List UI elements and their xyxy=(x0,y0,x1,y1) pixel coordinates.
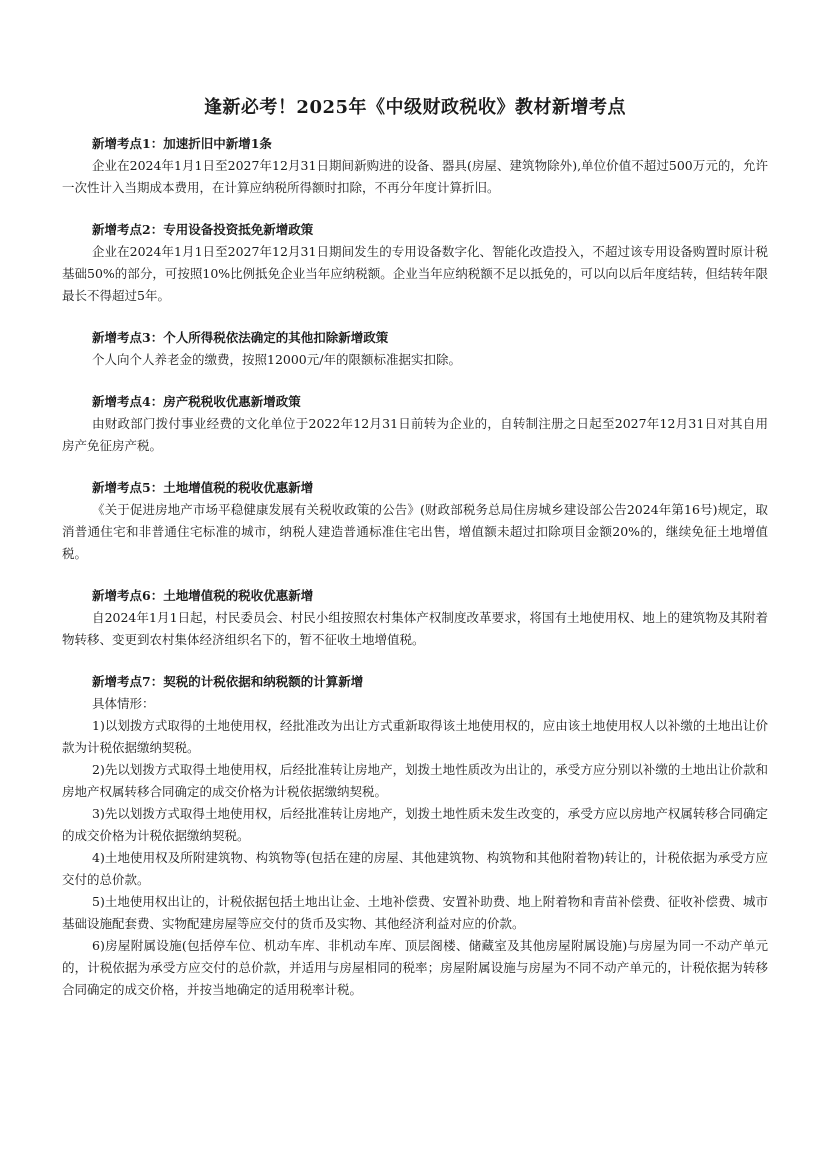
section-paragraph: 企业在2024年1月1日至2027年12月31日期间发生的专用设备数字化、智能化改造投入，不超过该专用设备购置时原计税基础50%的部分，可按照10%比例抵免企业当年应纳税额。企业当年应纳税额不足以抵免的，可以向以后年度结转，但结转年限最长不得超过5年。 xyxy=(62,244,768,303)
section-paragraph: 2)先以划拨方式取得土地使用权，后经批准转让房地产，划拨土地性质改为出让的，承受方应分别以补缴的土地出让价款和房地产权属转移合同确定的成交价格为计税依据缴纳契税。 xyxy=(62,762,768,799)
section-heading: 新增考点3：个人所得税依法确定的其他扣除新增政策 xyxy=(92,330,389,345)
section-paragraph: 4)土地使用权及所附建筑物、构筑物等(包括在建的房屋、其他建筑物、构筑物和其他附着物)转让的，计税依据为承受方应交付的总价款。 xyxy=(62,850,768,887)
section-paragraph: 具体情形： xyxy=(92,696,155,711)
section-paragraph: 自2024年1月1日起，村民委员会、村民小组按照农村集体产权制度改革要求，将国有土地使用权、地上的建筑物及其附着物转移、变更到农村集体经济组织名下的，暂不征收土地增值税。 xyxy=(62,610,768,647)
section-paragraph: 1)以划拨方式取得的土地使用权，经批准改为出让方式重新取得该土地使用权的，应由该土地使用权人以补缴的土地出让价款为计税依据缴纳契税。 xyxy=(62,718,768,755)
section-heading: 新增考点6：土地增值税的税收优惠新增 xyxy=(92,588,314,603)
section-5 xyxy=(62,477,768,565)
section-paragraph: 《关于促进房地产市场平稳健康发展有关税收政策的公告》(财政部税务总局住房城乡建设部公告2024年第16号)规定，取消普通住宅和非普通住宅标准的城市，纳税人建造普通标准住宅出售，增值额未超过扣除项目金额20%的，继续免征土地增值税。 xyxy=(62,502,768,561)
section-3 xyxy=(62,327,768,371)
section-paragraph: 企业在2024年1月1日至2027年12月31日期间新购进的设备、器具(房屋、建筑物除外),单位价值不超过500万元的，允许一次性计入当期成本费用，在计算应纳税所得额时扣除，不再分年度计算折旧。 xyxy=(62,158,768,195)
section-4 xyxy=(62,391,768,457)
section-paragraph: 3)先以划拨方式取得土地使用权，后经批准转让房地产，划拨土地性质未发生改变的，承受方应以房地产权属转移合同确定的成交价格为计税依据缴纳契税。 xyxy=(62,806,768,843)
section-paragraph: 5)土地使用权出让的，计税依据包括土地出让金、土地补偿费、安置补助费、地上附着物和青苗补偿费、征收补偿费、城市基础设施配套费、实物配建房屋等应交付的货币及实物、其他经济利益对应的价款。 xyxy=(62,894,768,931)
section-7 xyxy=(62,671,768,1001)
document-body xyxy=(62,133,768,1021)
section-heading: 新增考点2：专用设备投资抵免新增政策 xyxy=(92,222,314,237)
document-title: 逢新必考！2025年《中级财政税收》教材新增考点 xyxy=(203,97,627,118)
section-1 xyxy=(62,133,768,199)
section-heading: 新增考点4：房产税税收优惠新增政策 xyxy=(92,394,301,409)
section-2 xyxy=(62,219,768,307)
section-6 xyxy=(62,585,768,651)
section-heading: 新增考点7：契税的计税依据和纳税额的计算新增 xyxy=(92,674,364,689)
section-heading: 新增考点5：土地增值税的税收优惠新增 xyxy=(92,480,314,495)
section-paragraph: 6)房屋附属设施(包括停车位、机动车库、非机动车库、顶层阁楼、储藏室及其他房屋附属设施)与房屋为同一不动产单元的，计税依据为承受方应交付的总价款，并适用与房屋相同的税率；房屋附属设施与房屋为不同不动产单元的，计税依据为转移合同确定的成交价格，并按当地确定的适用税率计税。 xyxy=(62,938,768,997)
section-heading: 新增考点1：加速折旧中新增1条 xyxy=(92,136,272,151)
section-paragraph: 个人向个人养老金的缴费，按照12000元/年的限额标准据实扣除。 xyxy=(92,352,461,367)
section-paragraph: 由财政部门拨付事业经费的文化单位于2022年12月31日前转为企业的，自转制注册之日起至2027年12月31日对其自用房产免征房产税。 xyxy=(62,416,768,453)
